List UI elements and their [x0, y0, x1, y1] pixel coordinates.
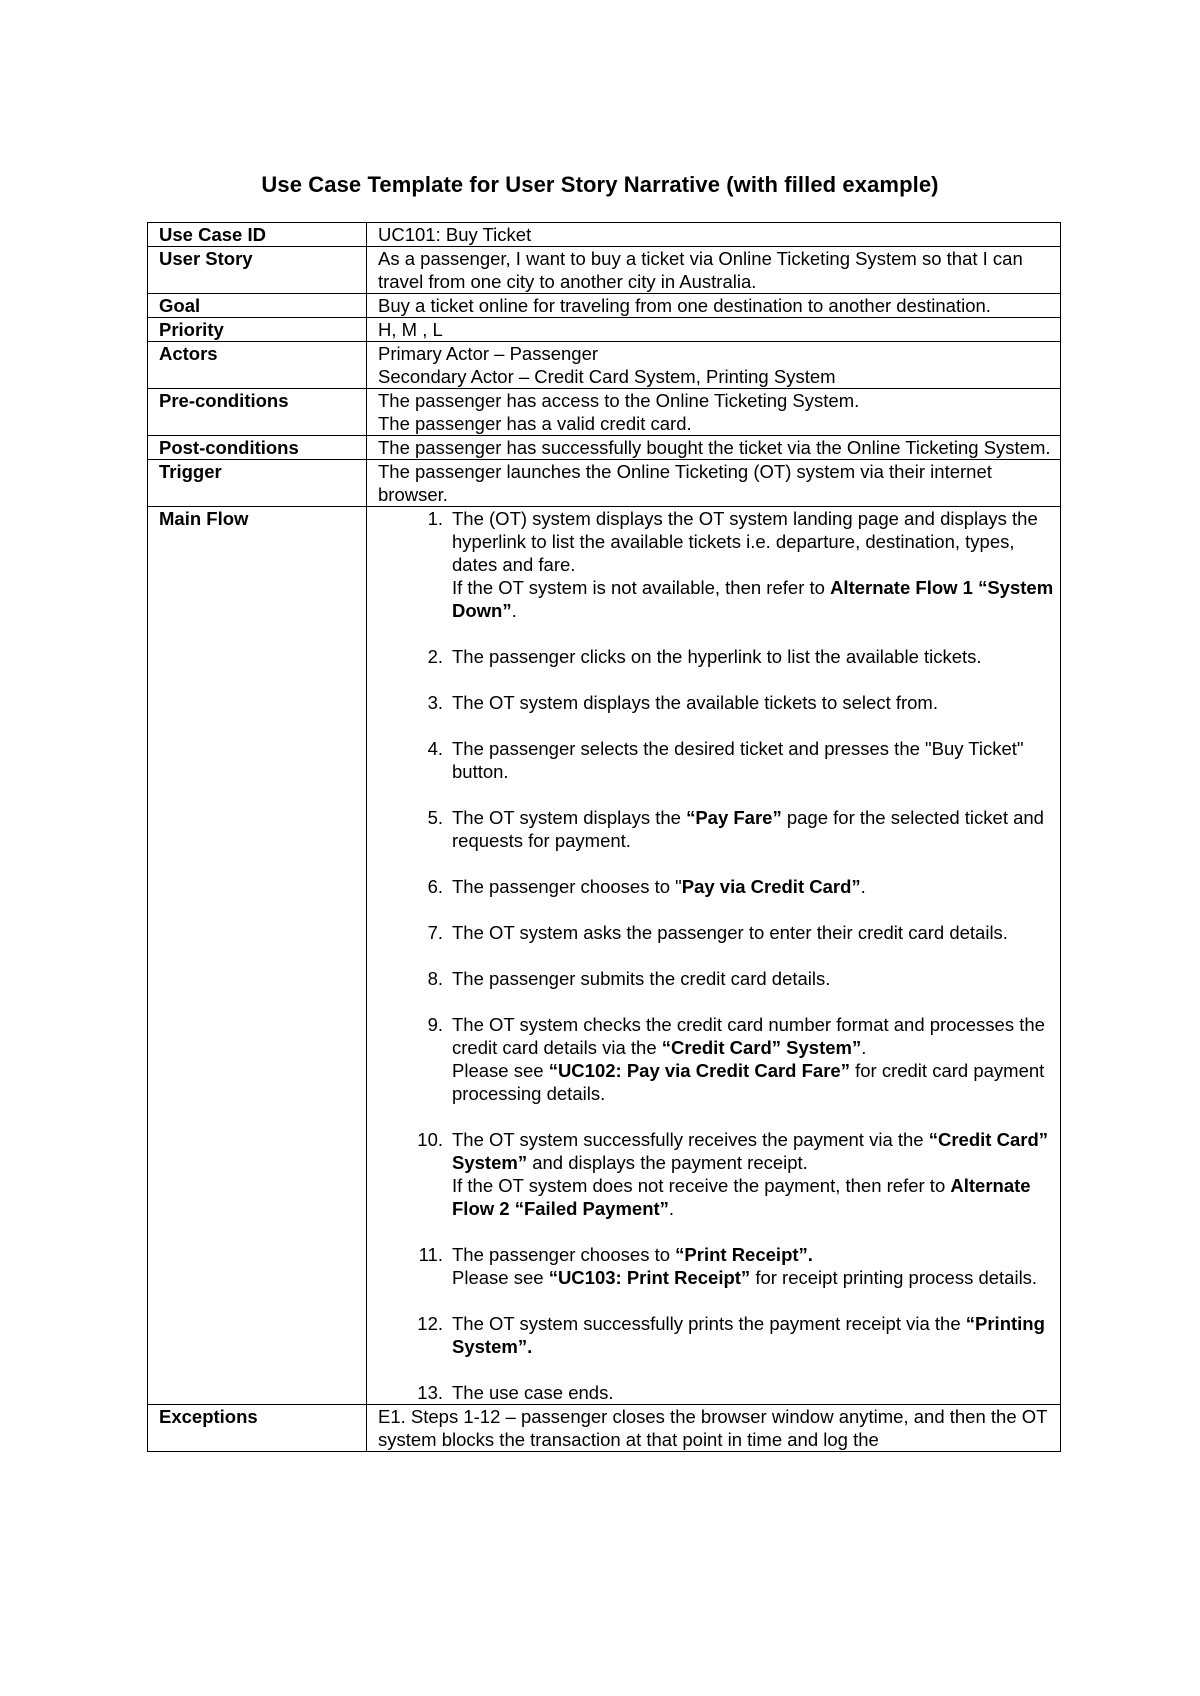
value-pre-conditions	[367, 389, 1061, 436]
page-title: Use Case Template for User Story Narrative (with filled example)	[261, 172, 939, 197]
row-user-story	[148, 247, 1061, 294]
step-number: 9.	[427, 1014, 443, 1035]
step-number: 1.	[427, 508, 443, 529]
step-text	[452, 1312, 1054, 1358]
main-flow-step	[378, 737, 1054, 783]
step-emphasis: “Credit Card” System”	[661, 1037, 862, 1058]
main-flow-step	[378, 875, 1054, 898]
step-text-segment: The passenger chooses to "	[452, 876, 682, 897]
row-pre-conditions	[148, 389, 1061, 436]
main-flow-list	[378, 507, 1054, 1404]
step-number: 10.	[417, 1129, 443, 1150]
step-emphasis: Alternate Flow 1 “System Down”	[452, 577, 1054, 621]
step-text-segment: The OT system asks the passenger to enter their credit card details.	[452, 922, 1008, 943]
step-text-segment: The OT system checks the credit card number format and processes the credit card details via the	[452, 1014, 1045, 1058]
main-flow-step	[378, 921, 1054, 944]
secondary-actor: Secondary Actor – Credit Card System, Printing System	[378, 366, 836, 387]
step-text-segment: for receipt printing process details.	[750, 1267, 1038, 1288]
step-text-segment: The passenger submits the credit card details.	[452, 968, 831, 989]
step-number: 12.	[417, 1313, 443, 1334]
row-exceptions	[148, 1405, 1061, 1452]
step-text	[452, 921, 1054, 944]
step-number: 8.	[427, 968, 443, 989]
label-user-story: User Story	[148, 247, 367, 294]
step-text-segment: .	[668, 1198, 675, 1219]
step-text-segment: The OT system displays the	[452, 807, 687, 828]
label-goal: Goal	[148, 294, 367, 318]
row-actors	[148, 342, 1061, 389]
step-emphasis: “Printing System”.	[452, 1313, 1045, 1357]
main-flow-step	[378, 691, 1054, 714]
step-emphasis: “Print Receipt”.	[675, 1244, 813, 1265]
step-emphasis: “UC102: Pay via Credit Card Fare”	[548, 1060, 850, 1081]
step-text	[452, 1013, 1054, 1105]
step-number: 4.	[427, 738, 443, 759]
value-user-story: As a passenger, I want to buy a ticket via Online Ticketing System so that I can travel from one city to another city in Australia.	[367, 247, 1061, 294]
label-main-flow: Main Flow	[148, 507, 367, 1405]
step-number: 3.	[427, 692, 443, 713]
step-number: 2.	[427, 646, 443, 667]
value-priority: H, M , L	[367, 318, 1061, 342]
step-text-segment: The (OT) system displays the OT system landing page and displays the hyperlink to list the available tickets i.e. departure, destination, types, dates and fare.	[452, 508, 1038, 575]
step-emphasis: “Credit Card” System”	[452, 1129, 1048, 1173]
main-flow-step	[378, 1243, 1054, 1289]
main-flow-step	[378, 1128, 1054, 1220]
row-goal	[148, 294, 1061, 318]
row-post-conditions	[148, 436, 1061, 460]
value-post-conditions: The passenger has successfully bought the ticket via the Online Ticketing System.	[367, 436, 1061, 460]
step-text	[452, 875, 1054, 898]
value-trigger: The passenger launches the Online Ticketing (OT) system via their internet browser.	[367, 460, 1061, 507]
step-text	[452, 507, 1054, 622]
step-emphasis: Alternate Flow 2 “Failed Payment”	[452, 1175, 1031, 1219]
step-text-segment: The passenger selects the desired ticket and presses the "Buy Ticket" button.	[452, 738, 1024, 782]
step-text-segment: and displays the payment receipt.	[527, 1152, 808, 1173]
row-main-flow	[148, 507, 1061, 1405]
step-number: 11.	[418, 1244, 443, 1265]
main-flow-step	[378, 967, 1054, 990]
step-text-segment: Please see	[452, 1060, 549, 1081]
row-use-case-id	[148, 223, 1061, 247]
main-flow-step	[378, 1312, 1054, 1358]
step-number: 13.	[417, 1382, 443, 1403]
step-number: 5.	[427, 807, 443, 828]
step-text-segment: The OT system successfully receives the payment via the	[452, 1129, 929, 1150]
label-priority: Priority	[148, 318, 367, 342]
step-text-segment: The passenger chooses to	[452, 1244, 676, 1265]
row-priority	[148, 318, 1061, 342]
main-flow-step	[378, 1381, 1054, 1404]
value-actors	[367, 342, 1061, 389]
step-text-segment: page for the selected ticket and requests for payment.	[452, 807, 1044, 851]
step-emphasis: “Pay Fare”	[686, 807, 782, 828]
step-text-segment: .	[511, 600, 517, 621]
step-text	[452, 645, 1054, 668]
label-pre-conditions: Pre-conditions	[148, 389, 367, 436]
value-use-case-id: UC101: Buy Ticket	[367, 223, 1061, 247]
step-text-segment: If the OT system is not available, then refer to	[452, 577, 831, 598]
main-flow-step	[378, 507, 1054, 622]
use-case-table	[147, 222, 1061, 1452]
pre-condition-1: The passenger has access to the Online Ticketing System.	[378, 390, 860, 411]
label-use-case-id: Use Case ID	[148, 223, 367, 247]
step-text	[452, 737, 1054, 783]
step-text-segment: The OT system displays the available tickets to select from.	[452, 692, 938, 713]
step-text	[452, 1381, 1054, 1404]
value-goal: Buy a ticket online for traveling from one destination to another destination.	[367, 294, 1061, 318]
pre-condition-2: The passenger has a valid credit card.	[378, 413, 692, 434]
step-emphasis: Pay via Credit Card”	[681, 876, 861, 897]
step-text-segment: .	[860, 876, 866, 897]
step-text-segment: If the OT system does not receive the payment, then refer to	[452, 1175, 951, 1196]
label-actors: Actors	[148, 342, 367, 389]
step-text	[452, 691, 1054, 714]
label-exceptions: Exceptions	[148, 1405, 367, 1452]
step-text-segment: .	[861, 1037, 867, 1058]
step-text-segment: The use case ends.	[452, 1382, 614, 1403]
primary-actor: Primary Actor – Passenger	[378, 343, 599, 364]
step-emphasis: “UC103: Print Receipt”	[548, 1267, 751, 1288]
main-flow-step	[378, 1013, 1054, 1105]
step-number: 7.	[427, 922, 443, 943]
row-trigger	[148, 460, 1061, 507]
main-flow-step	[378, 645, 1054, 668]
step-text	[452, 806, 1054, 852]
step-text-segment: The OT system successfully prints the payment receipt via the	[452, 1313, 966, 1334]
value-main-flow	[367, 507, 1061, 1405]
label-trigger: Trigger	[148, 460, 367, 507]
step-number: 6.	[427, 876, 443, 897]
main-flow-step	[378, 806, 1054, 852]
step-text	[452, 1128, 1054, 1220]
step-text-segment: for credit card payment processing details.	[452, 1060, 1045, 1104]
step-text-segment: The passenger clicks on the hyperlink to list the available tickets.	[452, 646, 982, 667]
step-text-segment: Please see	[452, 1267, 549, 1288]
value-exceptions: E1. Steps 1-12 – passenger closes the browser window anytime, and then the OT system blocks the transaction at that point in time and log the	[367, 1405, 1061, 1452]
step-text	[452, 967, 1054, 990]
label-post-conditions: Post-conditions	[148, 436, 367, 460]
step-text	[452, 1243, 1054, 1289]
